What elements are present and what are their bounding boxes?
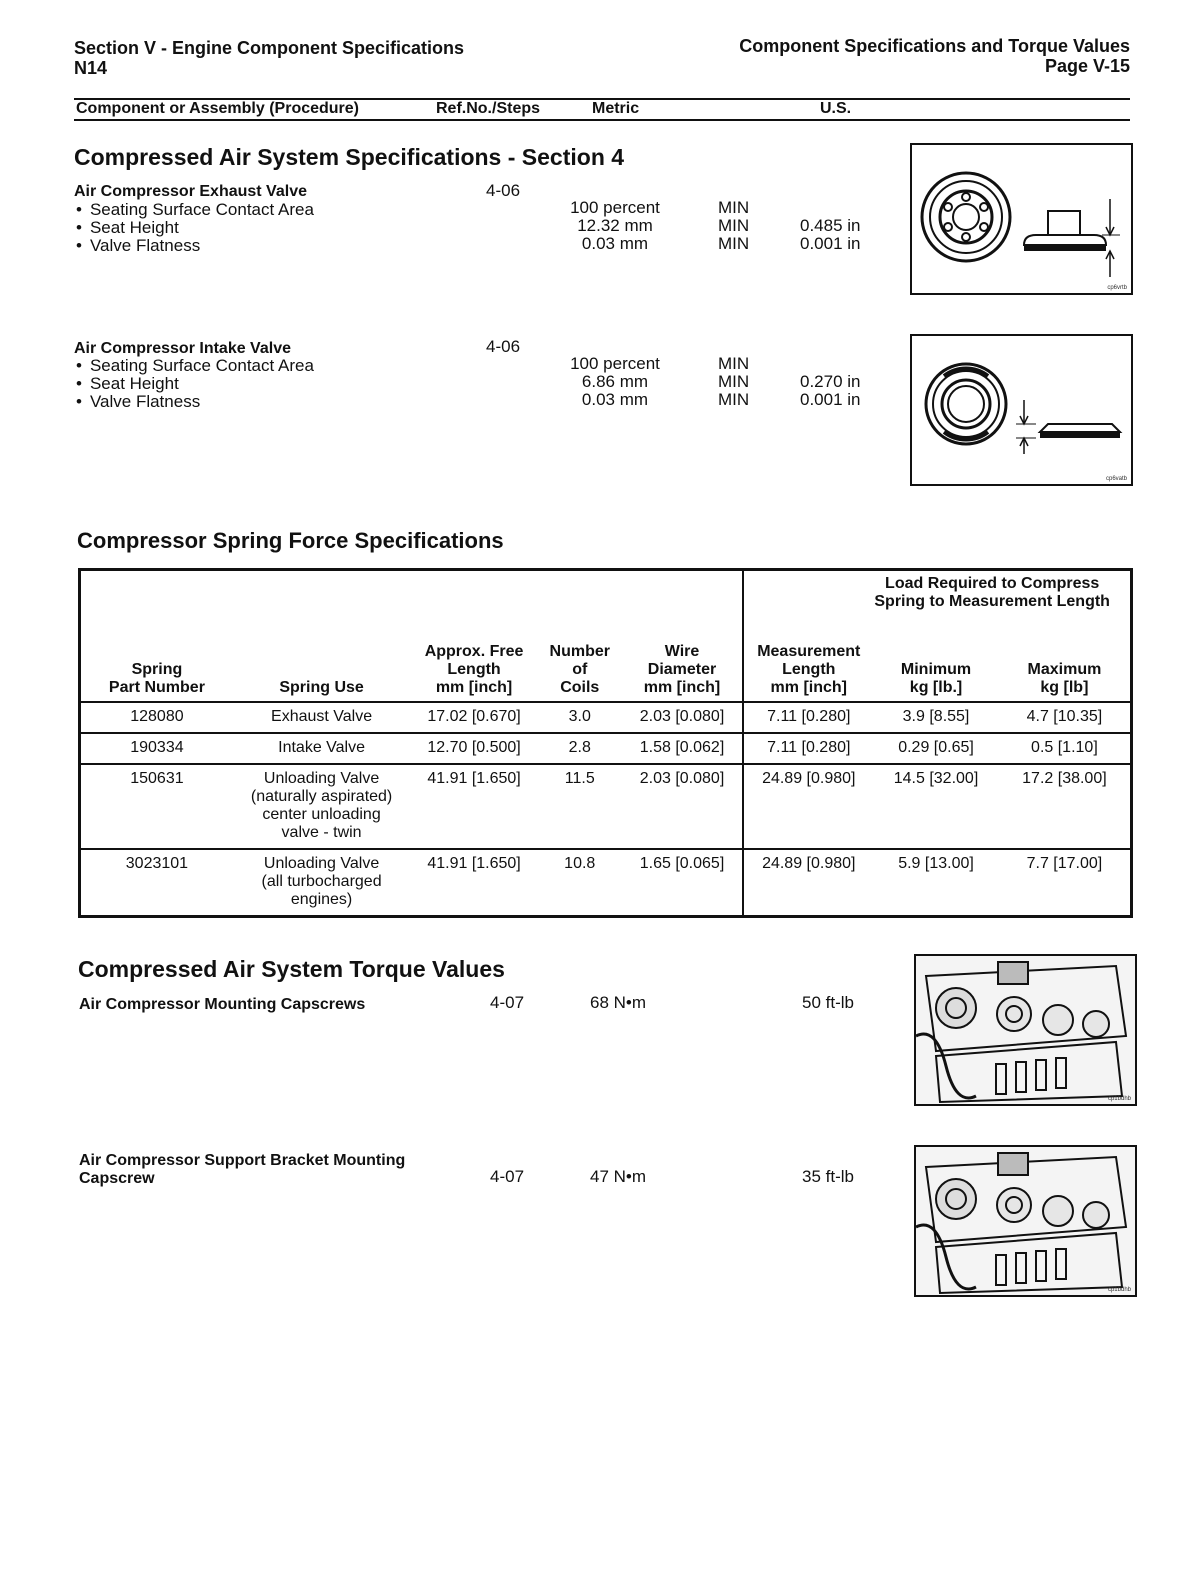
exhaust-us-values [800,199,861,253]
engine-model: N14 [74,58,108,78]
support-bracket-figure [914,1145,1137,1297]
us-value: 0.001 in [800,390,861,409]
section-title: Section V - Engine Component Specifications [74,38,465,58]
limit-value: MIN [718,234,750,253]
table-header-row [80,570,1132,640]
torque-item-us: 50 ft-lb [802,993,854,1012]
metric-value: 0.03 mm [581,390,649,409]
coils: 2.8 [538,733,622,764]
exhaust-valve-drawing [912,145,1131,293]
measurement-length: 7.11 [0.280] [743,733,873,764]
exhaust-metric-values [540,199,690,253]
figure-code: cp6vatb [1105,476,1127,482]
figure-code: cp6vrtb [1107,285,1127,291]
limit-value: MIN [718,390,750,409]
wire-diameter: 2.03 [0.080] [622,702,744,733]
list-item: • Seat Height [76,375,314,393]
exhaust-valve-items [76,201,314,255]
coils: 10.8 [538,849,622,917]
coils: 3.0 [538,702,622,733]
intake-limit-values [718,355,749,409]
spring-use: Exhaust Valve [233,702,410,733]
figure-code: cp1bdhb [1107,1096,1131,1102]
exhaust-valve-figure [910,143,1133,295]
exhaust-valve-title: Air Compressor Exhaust Valve [74,183,307,200]
us-value: 0.485 in [800,216,861,235]
load-minimum: 14.5 [32.00] [873,764,999,849]
air-spec-heading: Compressed Air System Specifications - Section 4 [74,144,625,170]
measurement-length: 7.11 [0.280] [743,702,873,733]
wire-diameter: 1.65 [0.065] [622,849,744,917]
spring-force-table [78,568,1133,918]
col-ref: Ref.No./Steps [436,100,541,117]
col-us: U.S. [820,100,852,117]
torque-item-title: Air Compressor Mounting Capscrews [79,996,366,1013]
header-spring-use: Spring Use [279,679,364,696]
compressor-mounting-figure [914,954,1137,1106]
torque-item-ref: 4-07 [490,1167,525,1186]
col-component: Component or Assembly (Procedure) [76,100,360,117]
free-length: 41.91 [1.650] [410,764,538,849]
list-item: • Seating Surface Contact Area [76,201,314,219]
col-metric: Metric [592,100,640,117]
engine-drawing [916,956,1135,1104]
part-number: 150631 [80,764,233,849]
header-part-number: Spring Part Number [108,661,205,696]
load-minimum: 5.9 [13.00] [873,849,999,917]
load-maximum: 0.5 [1.10] [999,733,1132,764]
torque-item-us: 35 ft-lb [802,1167,854,1186]
header-rule-bottom [74,119,1130,121]
exhaust-valve-ref: 4-06 [486,181,521,200]
limit-value: MIN [718,216,750,235]
intake-metric-values [540,355,690,409]
torque-item-metric: 68 N•m [590,993,647,1012]
metric-value: 6.86 mm [581,372,649,391]
intake-valve-items [76,357,314,411]
intake-us-values [800,355,861,409]
header-free-length: Approx. Free Length mm [inch] [424,643,524,696]
torque-item-metric: 47 N•m [590,1167,647,1186]
part-number: 128080 [80,702,233,733]
spring-use: Unloading Valve (all turbocharged engines) [233,849,410,917]
load-maximum: 17.2 [38.00] [999,764,1132,849]
us-value: 0.001 in [800,234,861,253]
metric-value: 12.32 mm [577,216,653,235]
metric-value: 100 percent [570,198,660,217]
us-value: 0.270 in [800,372,861,391]
exhaust-limit-values [718,199,749,253]
list-item: • Valve Flatness [76,393,314,411]
table-row [80,733,1132,764]
us-value [800,355,861,373]
part-number: 190334 [80,733,233,764]
part-number: 3023101 [80,849,233,917]
header-coils: Number of Coils [549,643,610,696]
metric-value: 100 percent [570,354,660,373]
measurement-length: 24.89 [0.980] [743,764,873,849]
intake-valve-title: Air Compressor Intake Valve [74,340,291,357]
page-subject: Component Specifications and Torque Values [739,36,1130,56]
figure-code: cp1bdhb [1107,1287,1131,1293]
list-item: • Valve Flatness [76,237,314,255]
free-length: 12.70 [0.500] [410,733,538,764]
limit-value: MIN [718,372,750,391]
intake-valve-ref: 4-06 [486,337,521,356]
table-row [80,702,1132,733]
load-minimum: 3.9 [8.55] [873,702,999,733]
coils: 11.5 [538,764,622,849]
blank-header [80,570,744,640]
list-item: • Seating Surface Contact Area [76,357,314,375]
wire-diameter: 1.58 [0.062] [622,733,744,764]
table-header-row [80,639,1132,702]
torque-item-title: Air Compressor Support Bracket Mounting Capscrew [79,1152,406,1187]
page-number: Page V-15 [1044,56,1130,76]
torque-item-ref: 4-07 [490,993,525,1012]
header-minimum: Minimum kg [lb.] [900,661,972,696]
limit-value: MIN [718,198,750,217]
intake-valve-figure [910,334,1133,486]
free-length: 17.02 [0.670] [410,702,538,733]
free-length: 41.91 [1.650] [410,849,538,917]
intake-valve-drawing [912,336,1131,484]
table-row [80,764,1132,849]
metric-value: 0.03 mm [581,234,649,253]
engine-drawing [916,1147,1135,1295]
torque-heading: Compressed Air System Torque Values [78,956,505,982]
load-maximum: 7.7 [17.00] [999,849,1132,917]
load-required-header: Load Required to Compress Spring to Measurement Length [874,575,1110,610]
spring-heading: Compressor Spring Force Specifications [77,528,504,553]
load-maximum: 4.7 [10.35] [999,702,1132,733]
table-row [80,849,1132,917]
header-wire-diameter: Wire Diameter mm [inch] [622,639,744,702]
header-maximum: Maximum kg [lb] [1027,661,1102,696]
limit-value: MIN [718,354,750,373]
list-item: • Seat Height [76,219,314,237]
load-minimum: 0.29 [0.65] [873,733,999,764]
measurement-length: 24.89 [0.980] [743,849,873,917]
header-measurement-length: Measurement Length mm [inch] [757,643,861,696]
spring-use: Intake Valve [233,733,410,764]
spring-use: Unloading Valve (naturally aspirated) center unloading valve - twin [233,764,410,849]
wire-diameter: 2.03 [0.080] [622,764,744,849]
us-value [800,199,861,217]
